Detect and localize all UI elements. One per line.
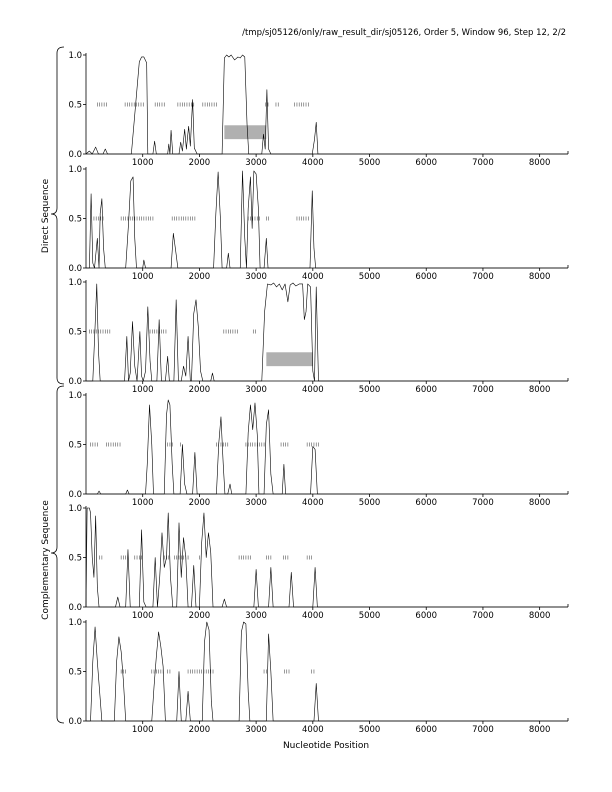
panel-2: [68, 165, 568, 282]
x-tick-label: 3000: [245, 498, 267, 508]
x-tick-label: 7000: [472, 611, 494, 621]
x-tick-label: 3000: [245, 725, 267, 735]
group-labels: [41, 47, 64, 723]
x-tick-label: 2000: [188, 725, 211, 735]
complementary-sequence-brace: [51, 386, 64, 723]
y-tick-label: 0.0: [68, 490, 82, 500]
x-tick-label: 6000: [415, 158, 438, 168]
x-tick-label: 7000: [472, 272, 494, 282]
y-tick-label: 0.5: [68, 553, 82, 564]
series-line: [86, 171, 568, 268]
x-tick-label: 3000: [245, 611, 267, 621]
y-tick-label: 0.5: [68, 327, 82, 338]
x-tick-label: 3000: [245, 272, 267, 282]
x-tick-label: 6000: [415, 498, 438, 508]
x-tick-label: 5000: [358, 498, 381, 508]
x-tick-label: 1000: [131, 498, 154, 508]
complementary-sequence-label: Complementary Sequence: [41, 500, 51, 620]
x-tick-label: 3000: [245, 158, 267, 168]
y-tick-label: 0.0: [68, 603, 82, 613]
x-tick-label: 1000: [131, 272, 154, 282]
highlight-bar: [224, 125, 266, 139]
y-tick-label: 0.0: [68, 150, 82, 160]
x-tick-label: 4000: [302, 158, 324, 168]
x-tick-label: 3000: [245, 385, 267, 395]
threshold-markers: [94, 217, 308, 221]
x-tick-label: 6000: [415, 611, 438, 621]
x-tick-label: 8000: [528, 498, 551, 508]
x-tick-label: 7000: [472, 158, 494, 168]
y-tick-label: 1.0: [68, 278, 82, 288]
series-line: [86, 283, 568, 381]
x-tick-label: 2000: [188, 385, 211, 395]
panel-6: [68, 618, 568, 735]
x-axis-label: Nucleotide Position: [282, 741, 370, 751]
y-tick-label: 1.0: [68, 391, 82, 401]
x-tick-label: 8000: [528, 611, 551, 621]
x-tick-label: 4000: [302, 611, 324, 621]
y-tick-label: 0.0: [68, 264, 82, 274]
series-line: [86, 55, 568, 154]
x-tick-label: 5000: [358, 158, 381, 168]
x-tick-label: 4000: [302, 272, 324, 282]
y-tick-label: 0.5: [68, 100, 82, 111]
x-tick-label: 5000: [358, 272, 381, 282]
x-tick-label: 6000: [415, 385, 438, 395]
x-tick-label: 2000: [188, 498, 211, 508]
x-tick-label: 7000: [472, 725, 494, 735]
direct-sequence-label: Direct Sequence: [41, 178, 51, 254]
x-tick-label: 2000: [188, 158, 211, 168]
x-tick-label: 8000: [528, 272, 551, 282]
panels: [68, 51, 568, 735]
threshold-markers: [121, 670, 314, 674]
y-tick-label: 1.0: [68, 504, 82, 514]
x-tick-label: 5000: [358, 385, 381, 395]
panel-5: [68, 504, 568, 621]
x-tick-label: 7000: [472, 385, 494, 395]
y-tick-label: 1.0: [68, 618, 82, 628]
chart-title: /tmp/sj05126/only/raw_result_dir/sj05126, Order 5, Window 96, Step 12, 2/2: [242, 28, 566, 38]
x-tick-label: 7000: [472, 498, 494, 508]
x-tick-label: 4000: [302, 498, 324, 508]
panel-4: [68, 391, 568, 508]
x-tick-label: 8000: [528, 725, 551, 735]
highlight-bar: [266, 352, 312, 366]
x-tick-label: 1000: [131, 611, 154, 621]
x-tick-label: 2000: [188, 272, 211, 282]
panel-1: [68, 51, 568, 168]
threshold-markers: [91, 443, 319, 447]
direct-sequence-brace: [51, 47, 64, 384]
threshold-markers: [100, 556, 312, 560]
threshold-markers: [89, 330, 255, 334]
x-tick-label: 6000: [415, 725, 438, 735]
y-tick-label: 1.0: [68, 165, 82, 175]
series-line: [86, 508, 568, 607]
x-tick-label: 8000: [528, 158, 551, 168]
x-tick-label: 5000: [358, 725, 381, 735]
threshold-markers: [97, 103, 308, 107]
x-tick-label: 4000: [302, 725, 324, 735]
y-tick-label: 0.5: [68, 667, 82, 678]
x-tick-label: 1000: [131, 158, 154, 168]
y-tick-label: 0.0: [68, 717, 82, 727]
x-tick-label: 5000: [358, 611, 381, 621]
panel-3: [68, 278, 568, 395]
series-line: [86, 400, 568, 494]
y-tick-label: 0.0: [68, 377, 82, 387]
x-tick-label: 6000: [415, 272, 438, 282]
x-tick-label: 2000: [188, 611, 211, 621]
y-tick-label: 0.5: [68, 440, 82, 451]
y-tick-label: 0.5: [68, 214, 82, 225]
x-tick-label: 4000: [302, 385, 324, 395]
y-tick-label: 1.0: [68, 51, 82, 61]
x-tick-label: 1000: [131, 725, 154, 735]
x-tick-label: 1000: [131, 385, 154, 395]
x-tick-label: 8000: [528, 385, 551, 395]
